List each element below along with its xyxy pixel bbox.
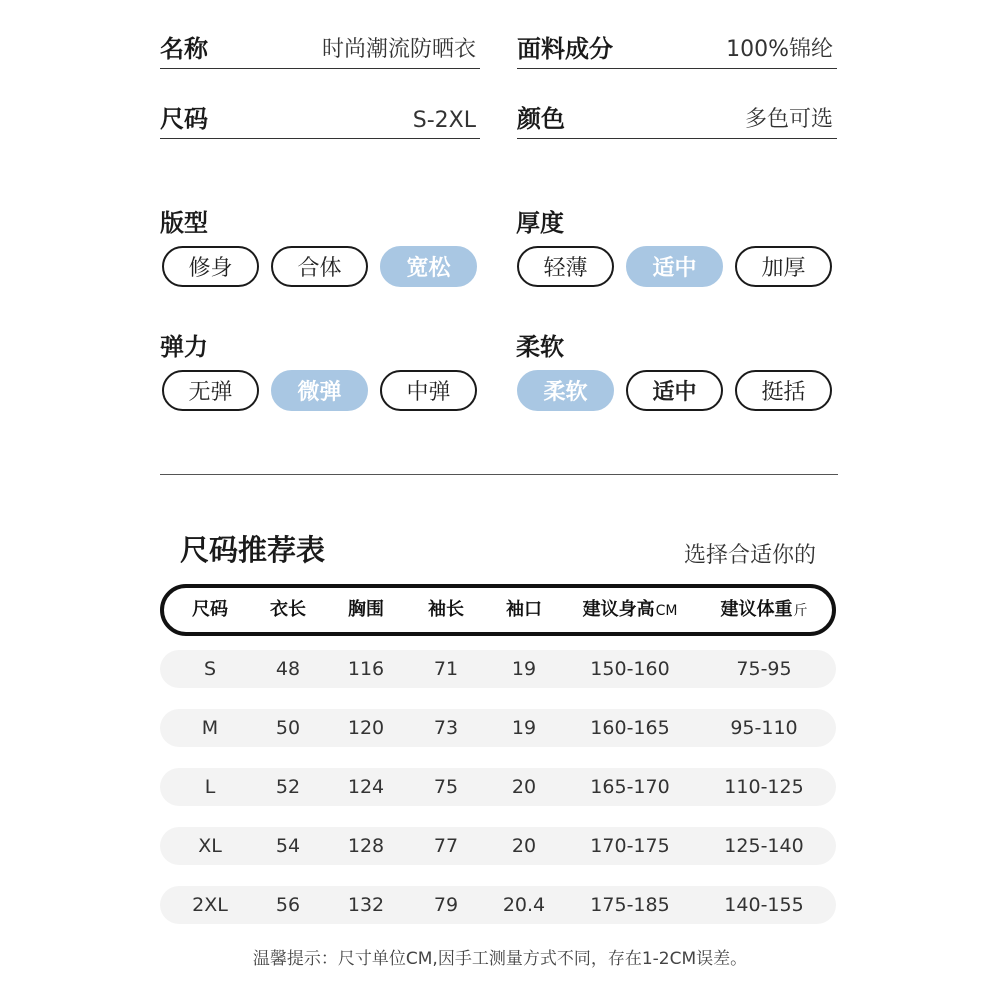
size-range-label: 尺码 <box>160 105 208 133</box>
softness-title: 柔软 <box>516 333 564 361</box>
cell-size: M <box>201 717 219 739</box>
header-height <box>583 588 678 632</box>
cell-chest: 116 <box>347 658 385 680</box>
elasticity-option-medium: 中弹 <box>380 370 477 411</box>
fit-option-loose: 宽松 <box>380 246 477 287</box>
size-chart-title: 尺码推荐表 <box>180 533 326 567</box>
cell-sleeve-length: 79 <box>433 894 459 916</box>
softness-option-crisp: 挺括 <box>735 370 832 411</box>
fabric-field <box>517 34 837 69</box>
thickness-option-thick: 加厚 <box>735 246 832 287</box>
cell-height: 175-185 <box>590 894 670 916</box>
elasticity-option-none: 无弹 <box>162 370 259 411</box>
elasticity-option-slight: 微弹 <box>271 370 368 411</box>
table-row <box>160 886 836 924</box>
header-size: 尺码 <box>192 599 228 620</box>
elasticity-title: 弹力 <box>160 333 208 361</box>
cell-weight: 140-155 <box>724 894 804 916</box>
color-label: 颜色 <box>517 105 565 133</box>
thickness-option-thin: 轻薄 <box>517 246 614 287</box>
cell-cuff: 19 <box>511 717 537 739</box>
cell-sleeve-length: 75 <box>433 776 459 798</box>
cell-chest: 120 <box>347 717 385 739</box>
cell-size: 2XL <box>192 894 228 916</box>
name-label: 名称 <box>160 35 208 63</box>
table-row <box>160 650 836 688</box>
table-row <box>160 709 836 747</box>
size-chart-subtitle: 选择合适你的 <box>683 543 816 568</box>
cell-height: 160-165 <box>590 717 670 739</box>
thickness-option-medium: 适中 <box>626 246 723 287</box>
softness-option-medium: 适中 <box>626 370 723 411</box>
cell-chest: 128 <box>347 835 385 857</box>
fabric-value: 100%锦纶 <box>726 37 833 62</box>
cell-height: 165-170 <box>590 776 670 798</box>
header-length: 衣长 <box>270 599 306 620</box>
table-row <box>160 827 836 865</box>
cell-weight: 125-140 <box>724 835 804 857</box>
cell-length: 54 <box>275 835 301 857</box>
header-weight-label: 建议体重 <box>720 599 793 620</box>
measurement-note: 温馨提示：尺寸单位CM,因手工测量方式不同，存在1-2CM误差。 <box>252 949 748 969</box>
cell-cuff: 20.4 <box>502 894 546 916</box>
fit-option-regular: 合体 <box>271 246 368 287</box>
fit-title: 版型 <box>160 209 208 237</box>
cell-height: 150-160 <box>590 658 670 680</box>
header-height-unit: CM <box>655 603 678 619</box>
cell-sleeve-length: 71 <box>433 658 459 680</box>
cell-weight: 110-125 <box>724 776 804 798</box>
softness-options <box>517 370 832 411</box>
cell-cuff: 20 <box>511 776 537 798</box>
cell-size: L <box>204 776 216 798</box>
size-table-header <box>160 584 836 636</box>
cell-weight: 75-95 <box>736 658 792 680</box>
table-row <box>160 768 836 806</box>
color-value: 多色可选 <box>744 107 833 132</box>
name-field <box>160 34 480 69</box>
header-weight-unit: 斤 <box>793 603 808 619</box>
cell-length: 48 <box>275 658 301 680</box>
cell-chest: 132 <box>347 894 385 916</box>
thickness-options <box>517 246 832 287</box>
cell-weight: 95-110 <box>730 717 798 739</box>
header-chest: 胸围 <box>348 599 384 620</box>
cell-cuff: 19 <box>511 658 537 680</box>
fit-option-slim: 修身 <box>162 246 259 287</box>
section-divider <box>160 474 838 475</box>
cell-length: 52 <box>275 776 301 798</box>
softness-option-soft: 柔软 <box>517 370 614 411</box>
cell-length: 50 <box>275 717 301 739</box>
header-weight <box>721 588 808 632</box>
cell-size: XL <box>198 835 222 857</box>
fabric-label: 面料成分 <box>517 35 613 63</box>
cell-length: 56 <box>275 894 301 916</box>
header-cuff: 袖口 <box>506 599 542 620</box>
cell-size: S <box>203 658 217 680</box>
cell-chest: 124 <box>347 776 385 798</box>
name-value: 时尚潮流防晒衣 <box>321 37 476 62</box>
header-height-label: 建议身高 <box>582 599 655 620</box>
cell-sleeve-length: 73 <box>433 717 459 739</box>
cell-cuff: 20 <box>511 835 537 857</box>
fit-options <box>162 246 477 287</box>
elasticity-options <box>162 370 477 411</box>
color-field <box>517 104 837 139</box>
size-range-value: S-2XL <box>412 108 476 133</box>
cell-height: 170-175 <box>590 835 670 857</box>
thickness-title: 厚度 <box>516 209 564 237</box>
cell-sleeve-length: 77 <box>433 835 459 857</box>
size-range-field <box>160 104 480 139</box>
header-sleeve-length: 袖长 <box>428 599 464 620</box>
